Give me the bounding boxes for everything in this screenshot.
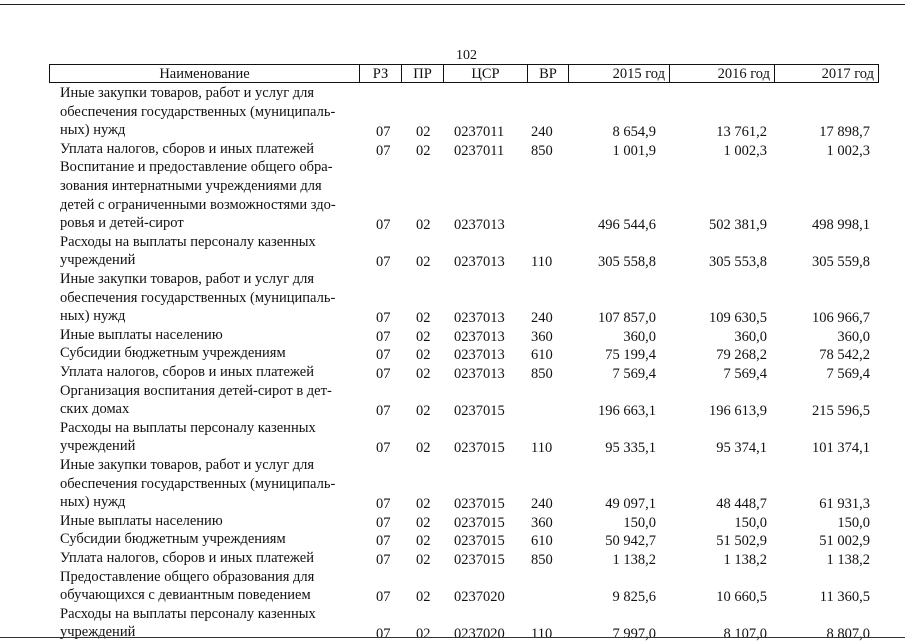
cell-y2017: 101 374,1: [812, 440, 870, 457]
cell-y2015: 8 654,9: [612, 124, 656, 141]
cell-pr: 02: [416, 328, 431, 345]
cell-y2016: 305 553,8: [709, 254, 767, 271]
cell-y2017: 17 898,7: [819, 124, 870, 141]
cell-y2016: 8 107,0: [723, 626, 767, 643]
cell-vr: 850: [531, 552, 553, 568]
table-row: [0, 456, 905, 512]
cell-y2017: 11 360,5: [819, 589, 870, 606]
cell-pr: 02: [416, 496, 431, 513]
header-vr: ВР: [527, 65, 568, 82]
cell-rz: 07: [376, 533, 391, 550]
cell-vr: 850: [531, 142, 553, 159]
cell-rz: 07: [376, 403, 391, 420]
cell-y2016: 109 630,5: [709, 310, 767, 327]
cell-y2015: 196 663,1: [598, 403, 656, 420]
cell-vr: 610: [531, 533, 553, 550]
cell-y2017: 61 931,3: [819, 496, 870, 513]
page-number: 102: [456, 48, 477, 63]
cell-y2016: 360,0: [734, 328, 767, 345]
row-name: Иные закупки товаров, работ и услуг для обеспечения государственных (муниципаль- ных) нужд: [60, 271, 336, 325]
cell-rz: 07: [376, 440, 391, 457]
cell-rz: 07: [376, 347, 391, 364]
cell-y2015: 305 558,8: [598, 254, 656, 271]
cell-rz: 07: [376, 124, 391, 141]
row-name: Иные закупки товаров, работ и услуг для обеспечения государственных (муниципаль- ных) нужд: [60, 457, 336, 511]
cell-y2015: 95 335,1: [605, 440, 656, 457]
table-row: [0, 382, 905, 419]
cell-y2016: 51 502,9: [716, 533, 767, 550]
cell-y2016: 1 138,2: [723, 552, 767, 568]
table-row: [0, 233, 905, 270]
header-2017: 2017 год: [774, 65, 878, 82]
cell-pr: 02: [416, 347, 431, 364]
cell-y2017: 78 542,2: [819, 347, 870, 364]
cell-vr: 110: [531, 440, 553, 457]
cell-y2015: 1 138,2: [612, 552, 656, 568]
cell-y2015: 7 569,4: [612, 366, 656, 382]
cell-csr: 0237013: [454, 328, 505, 345]
cell-rz: 07: [376, 552, 391, 568]
cell-y2015: 75 199,4: [605, 347, 656, 364]
cell-y2017: 1 002,3: [826, 142, 870, 159]
cell-y2017: 215 596,5: [812, 403, 870, 420]
cell-csr: 0237015: [454, 403, 505, 420]
cell-csr: 0237015: [454, 496, 505, 513]
cell-y2015: 107 857,0: [598, 310, 656, 327]
top-rule: [0, 4, 905, 5]
table-row: [0, 419, 905, 456]
cell-csr: 0237013: [454, 254, 505, 271]
cell-csr: 0237013: [454, 217, 505, 234]
table-row: [0, 270, 905, 326]
cell-y2016: 79 268,2: [716, 347, 767, 364]
row-name: Расходы на выплаты персоналу казенных учреждений: [60, 605, 316, 641]
header-rz: РЗ: [359, 65, 401, 82]
cell-pr: 02: [416, 142, 431, 159]
table-row: [0, 530, 905, 549]
cell-y2016: 150,0: [734, 514, 767, 531]
cell-y2017: 51 002,9: [819, 533, 870, 550]
cell-vr: 360: [531, 514, 553, 531]
cell-y2016: 7 569,4: [723, 366, 767, 382]
row-name: Уплата налогов, сборов и иных платежей: [60, 364, 314, 380]
header-csr: ЦСР: [443, 65, 527, 82]
row-name: Расходы на выплаты персоналу казенных учреждений: [60, 233, 316, 269]
row-name: Уплата налогов, сборов и иных платежей: [60, 140, 314, 157]
cell-csr: 0237020: [454, 626, 505, 643]
cell-y2016: 13 761,2: [716, 124, 767, 141]
cell-csr: 0237013: [454, 347, 505, 364]
cell-csr: 0237013: [454, 310, 505, 327]
cell-y2016: 95 374,1: [716, 440, 767, 457]
row-name: Организация воспитания детей-сирот в дет- ских домах: [60, 382, 332, 418]
cell-pr: 02: [416, 217, 431, 234]
cell-rz: 07: [376, 310, 391, 327]
cell-y2016: 48 448,7: [716, 496, 767, 513]
cell-rz: 07: [376, 366, 391, 382]
cell-y2015: 1 001,9: [612, 142, 656, 159]
cell-y2016: 196 613,9: [709, 403, 767, 420]
cell-rz: 07: [376, 589, 391, 606]
cell-pr: 02: [416, 626, 431, 643]
cell-vr: 360: [531, 328, 553, 345]
cell-y2017: 7 569,4: [826, 366, 870, 382]
row-name: Субсидии бюджетным учреждениям: [60, 345, 286, 362]
cell-vr: 110: [531, 254, 553, 271]
header-name: Наименование: [159, 66, 250, 82]
table-row: [0, 84, 905, 140]
row-name: Иные выплаты населению: [60, 512, 223, 529]
cell-rz: 07: [376, 217, 391, 234]
cell-y2017: 498 998,1: [812, 217, 870, 234]
cell-y2015: 49 097,1: [605, 496, 656, 513]
cell-pr: 02: [416, 514, 431, 531]
cell-pr: 02: [416, 552, 431, 568]
bottom-rule: [0, 637, 905, 638]
cell-rz: 07: [376, 328, 391, 345]
table-row: [0, 140, 905, 159]
cell-rz: 07: [376, 142, 391, 159]
table-row: [0, 363, 905, 382]
cell-csr: 0237015: [454, 533, 505, 550]
cell-rz: 07: [376, 514, 391, 531]
cell-y2016: 10 660,5: [716, 589, 767, 606]
cell-y2015: 496 544,6: [598, 217, 656, 234]
cell-y2016: 1 002,3: [723, 142, 767, 159]
cell-csr: 0237013: [454, 366, 505, 382]
cell-vr: 850: [531, 366, 553, 382]
row-name: Воспитание и предоставление общего обра- зования интернатными учреждениями для детей с ограниченными возможностями здо- ровья и детей-сирот: [60, 159, 336, 232]
cell-y2015: 9 825,6: [612, 589, 656, 606]
table-row: [0, 326, 905, 345]
cell-pr: 02: [416, 403, 431, 420]
row-name: Иные выплаты населению: [60, 326, 223, 343]
row-name: Субсидии бюджетным учреждениям: [60, 531, 286, 548]
table-row: [0, 344, 905, 363]
cell-y2017: 106 966,7: [812, 310, 870, 327]
cell-pr: 02: [416, 310, 431, 327]
cell-y2016: 502 381,9: [709, 217, 767, 234]
table-row: [0, 549, 905, 568]
cell-pr: 02: [416, 440, 431, 457]
cell-pr: 02: [416, 366, 431, 382]
cell-vr: 240: [531, 496, 553, 513]
cell-csr: 0237011: [454, 142, 505, 159]
header-2016: 2016 год: [669, 65, 774, 82]
row-name: Предоставление общего образования для обучающихся с девиантным поведением: [60, 568, 315, 604]
table-row: [0, 158, 905, 232]
cell-csr: 0237015: [454, 440, 505, 457]
cell-rz: 07: [376, 626, 391, 643]
cell-rz: 07: [376, 496, 391, 513]
cell-vr: 110: [531, 626, 553, 643]
header-2015: 2015 год: [568, 65, 669, 82]
cell-csr: 0237015: [454, 514, 505, 531]
cell-y2015: 50 942,7: [605, 533, 656, 550]
cell-rz: 07: [376, 254, 391, 271]
row-name: Уплата налогов, сборов и иных платежей: [60, 550, 314, 566]
cell-pr: 02: [416, 589, 431, 606]
cell-y2015: 360,0: [623, 328, 656, 345]
table-row: [0, 512, 905, 531]
row-name: Расходы на выплаты персоналу казенных учреждений: [60, 419, 316, 455]
cell-pr: 02: [416, 533, 431, 550]
cell-csr: 0237011: [454, 124, 505, 141]
cell-pr: 02: [416, 254, 431, 271]
cell-vr: 610: [531, 347, 553, 364]
cell-y2015: 7 997,0: [612, 626, 656, 643]
header-pr: ПР: [401, 65, 443, 82]
cell-y2017: 360,0: [837, 328, 870, 345]
cell-vr: 240: [531, 310, 553, 327]
cell-pr: 02: [416, 124, 431, 141]
cell-y2017: 1 138,2: [826, 552, 870, 568]
row-name: Иные закупки товаров, работ и услуг для обеспечения государственных (муниципаль- ных) нужд: [60, 85, 336, 139]
cell-vr: 240: [531, 124, 553, 141]
cell-y2017: 150,0: [837, 514, 870, 531]
cell-csr: 0237020: [454, 589, 505, 606]
cell-y2017: 305 559,8: [812, 254, 870, 271]
cell-csr: 0237015: [454, 552, 505, 568]
table-header: [49, 64, 879, 83]
cell-y2015: 150,0: [623, 514, 656, 531]
table-row: [0, 568, 905, 605]
cell-y2017: 8 807,0: [826, 626, 870, 643]
